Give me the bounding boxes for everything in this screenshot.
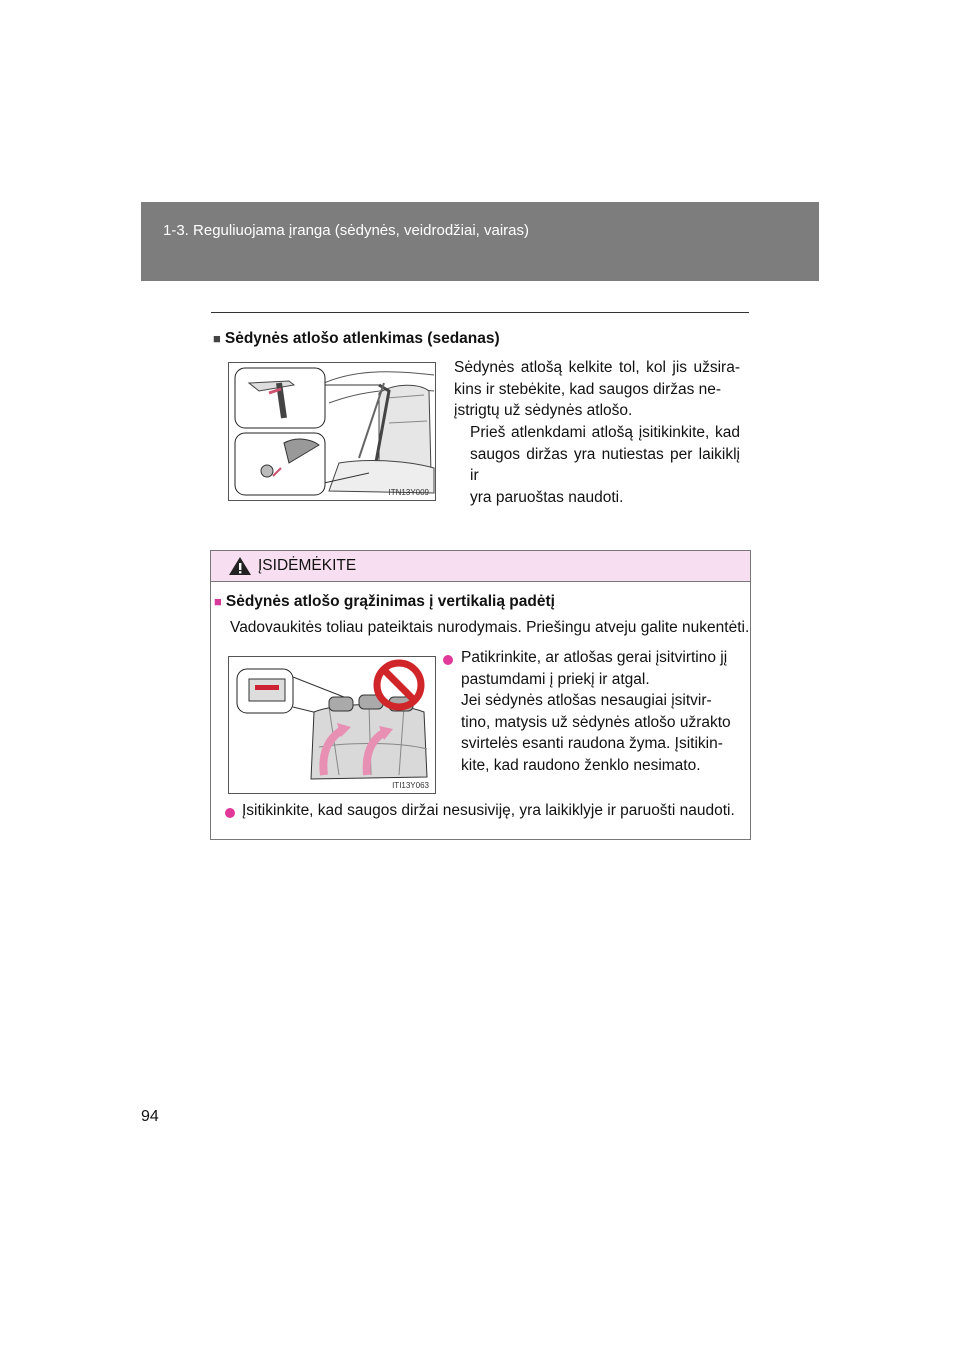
warning-triangle-icon [228,556,252,576]
instruction-text-last: įstrigtų už sėdynės atlošo. [454,402,633,419]
figure-code: ITI13Y063 [392,781,429,790]
bullet-dot-icon [443,655,453,665]
bullet-line: pastumdami į priekį ir atgal. [461,670,650,688]
chapter-header [141,202,819,281]
seatback-lock-figure [228,656,436,794]
caution-title: ĮSIDĖMĖKITE [258,557,357,574]
page-number: 94 [141,1108,159,1125]
note-paragraph [470,422,740,508]
figure-code: ITN13Y009 [388,488,429,497]
bullet-dot-icon [225,808,235,818]
note-text-last: yra paruoštas naudoti. [470,488,624,506]
seat-illustration-icon [229,363,435,500]
note-text: Prieš atlenkdami atlošą įsitikinkite, kad saugos diržas yra nutiestas per laikiklį ir [470,424,740,484]
caution-box [210,550,751,840]
caution-intro: Vadovaukitės toliau pateiktais nurodymais. Priešingu atveju galite nukentėti. [230,619,750,636]
section-heading-text: Sėdynės atlošo atlenkimas (sedanas) [224,330,500,347]
chapter-title: 1-3. Reguliuojama įranga (sėdynės, veidrodžiai, vairas) [163,222,530,239]
caution-subheading [214,593,555,611]
bullet-item [461,647,741,776]
instruction-text: Sėdynės atlošą kelkite tol, kol jis užsira-kins ir stebėkite, kad saugos diržas ne- [454,359,740,398]
square-bullet-icon: ■ [214,594,222,609]
bullet-line: kite, kad raudono ženklo nesimato. [461,756,701,774]
rear-seat-illustration-icon [229,657,435,793]
instruction-paragraph [454,357,740,422]
bullet-line: Jei sėdynės atlošas nesaugiai įsitvir- [461,692,712,709]
seatback-figure [228,362,436,501]
bullet-line: svirtelės esanti raudona žyma. Įsitikin- [461,735,723,752]
caution-header [211,551,750,582]
caution-subheading-text: Sėdynės atlošo grąžinimas į vertikalią padėtį [225,593,555,610]
bullet-item: Įsitikinkite, kad saugos diržai nesusiviję, yra laikiklyje ir paruošti naudoti. [242,802,735,819]
square-bullet-icon: ■ [213,331,221,346]
bullet-line: tino, matysis už sėdynės atlošo užrakto [461,713,731,731]
bullet-line: Patikrinkite, ar atlošas gerai įsitvirtino jį [461,649,728,666]
section-heading [213,330,500,348]
section-divider [211,312,749,313]
